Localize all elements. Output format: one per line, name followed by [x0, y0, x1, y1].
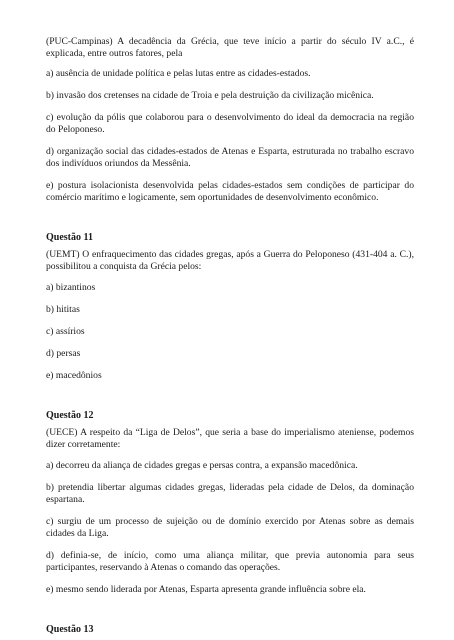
q11-option-d: d) persas: [46, 348, 81, 359]
q10-option-e: e) postura isolacionista desenvolvida pelas cidades-estados sem condições de participar do comércio marítimo e logicamente, sem oportunidades de desenvolvimento econômico.: [46, 180, 414, 203]
q11-option-c: c) assírios: [46, 326, 85, 337]
q13-heading: Questão 13: [46, 624, 94, 635]
q10-option-c: c) evolução da pólis que colaborou para o desenvolvimento do ideal da democracia na região do Peloponeso.: [46, 112, 414, 135]
q12-option-d: d) definia-se, de início, como uma aliança militar, que previa autonomia para seus participantes, reservando à Atenas o comando das operações.: [46, 550, 414, 573]
q11-option-a: a) bizantinos: [46, 282, 96, 293]
q12-option-b: b) pretendia libertar algumas cidades gregas, lideradas pela cidade de Delos, da dominação espartana.: [46, 482, 414, 505]
q12-option-a: a) decorreu da aliança de cidades gregas e persas contra, a expansão macedônica.: [46, 460, 358, 471]
q11-heading: Questão 11: [46, 232, 93, 243]
q10-stem: (PUC-Campinas) A decadência da Grécia, que teve início a partir do século IV a.C., é explicada, entre outros fatores, pela: [46, 36, 414, 59]
q11-option-b: b) hititas: [46, 304, 80, 315]
q12-option-e: e) mesmo sendo liderada por Atenas, Esparta apresenta grande influência sobre ela.: [46, 584, 366, 595]
q12-heading: Questão 12: [46, 410, 94, 421]
q11-option-e: e) macedônios: [46, 370, 102, 381]
q10-option-a: a) ausência de unidade política e pelas lutas entre as cidades-estados.: [46, 68, 311, 79]
q11-stem: (UEMT) O enfraquecimento das cidades gregas, após a Guerra do Peloponeso (431-404 a. C.), possibilitou a conquista da Grécia pelos:: [46, 249, 414, 272]
q12-stem: (UECE) A respeito da “Liga de Delos”, que seria a base do imperialismo ateniense, podemos dizer corretamente:: [46, 427, 414, 450]
q12-option-c: c) surgiu de um processo de sujeição ou de domínio exercido por Atenas sobre as demais cidades da Liga.: [46, 516, 414, 539]
q10-option-d: d) organização social das cidades-estados de Atenas e Esparta, estruturada no trabalho escravo dos indivíduos oriundos da Messênia.: [46, 146, 414, 169]
q10-option-b: b) invasão dos cretenses na cidade de Troia e pela destruição da civilização micênica.: [46, 90, 374, 101]
